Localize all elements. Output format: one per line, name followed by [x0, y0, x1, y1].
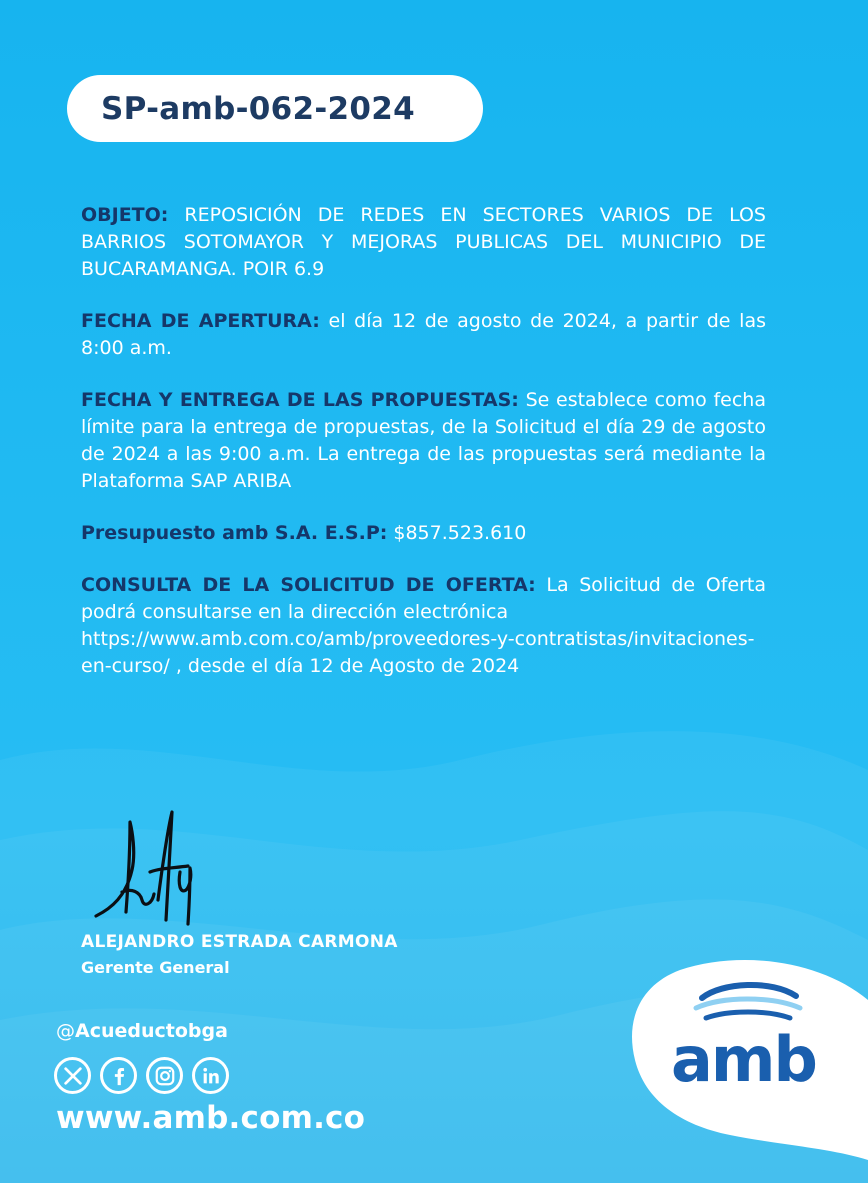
consulta-text: La Solicitud de Oferta podrá consultarse en la dirección electrónica	[81, 574, 766, 623]
signer-name: ALEJANDRO ESTRADA CARMONA	[81, 932, 398, 952]
objeto-label: OBJETO:	[81, 204, 169, 226]
social-handle[interactable]	[56, 1020, 228, 1042]
process-code: SP-amb-062-2024	[101, 90, 416, 127]
apertura-label: FECHA DE APERTURA:	[81, 310, 320, 332]
x-icon[interactable]	[54, 1057, 91, 1094]
code-pill	[67, 75, 483, 142]
signer-role: Gerente General	[81, 958, 230, 977]
objeto-paragraph	[81, 202, 766, 283]
entrega-paragraph	[81, 387, 766, 495]
consulta-url[interactable]	[81, 626, 766, 680]
website-link[interactable]: www.amb.com.co	[56, 1100, 366, 1136]
consulta-tail: , desde el día 12 de Agosto de 2024	[169, 655, 520, 677]
social-icons	[54, 1057, 229, 1094]
facebook-icon[interactable]	[100, 1057, 137, 1094]
amb-logo: amb	[671, 1023, 816, 1096]
consulta-paragraph	[81, 572, 766, 680]
presupuesto-label: Presupuesto amb S.A. E.S.P:	[81, 522, 388, 544]
entrega-label: FECHA Y ENTREGA DE LAS PROPUESTAS:	[81, 389, 519, 411]
notice-body	[81, 202, 766, 705]
consulta-label: CONSULTA DE LA SOLICITUD DE OFERTA:	[81, 574, 536, 596]
apertura-paragraph	[81, 308, 766, 362]
presupuesto-value: $857.523.610	[387, 522, 527, 544]
presupuesto-paragraph	[81, 520, 766, 547]
entrega-text: Se establece como fecha límite para la entrega de propuestas, de la Solicitud el día 29 de agosto de 2024 a las 9:00 a.m. La entrega de las propuestas será mediante la Plataforma SAP ARIBA	[81, 389, 766, 492]
consulta-url-text: https://www.amb.com.co/amb/proveedores-y-contratistas/invitaciones-en-curso/	[81, 628, 755, 677]
signature-image	[92, 808, 202, 928]
handle-prefix: @	[56, 1020, 75, 1042]
handle-name: Acueductobga	[75, 1020, 228, 1042]
logo-wave-icon	[692, 978, 804, 1028]
instagram-icon[interactable]	[146, 1057, 183, 1094]
linkedin-icon[interactable]	[192, 1057, 229, 1094]
objeto-text: REPOSICIÓN DE REDES EN SECTORES VARIOS DE LOS BARRIOS SOTOMAYOR Y MEJORAS PUBLICAS DEL MUNICIPIO DE BUCARAMANGA. POIR 6.9	[81, 204, 766, 280]
apertura-text: el día 12 de agosto de 2024, a partir de las 8:00 a.m.	[81, 310, 766, 359]
